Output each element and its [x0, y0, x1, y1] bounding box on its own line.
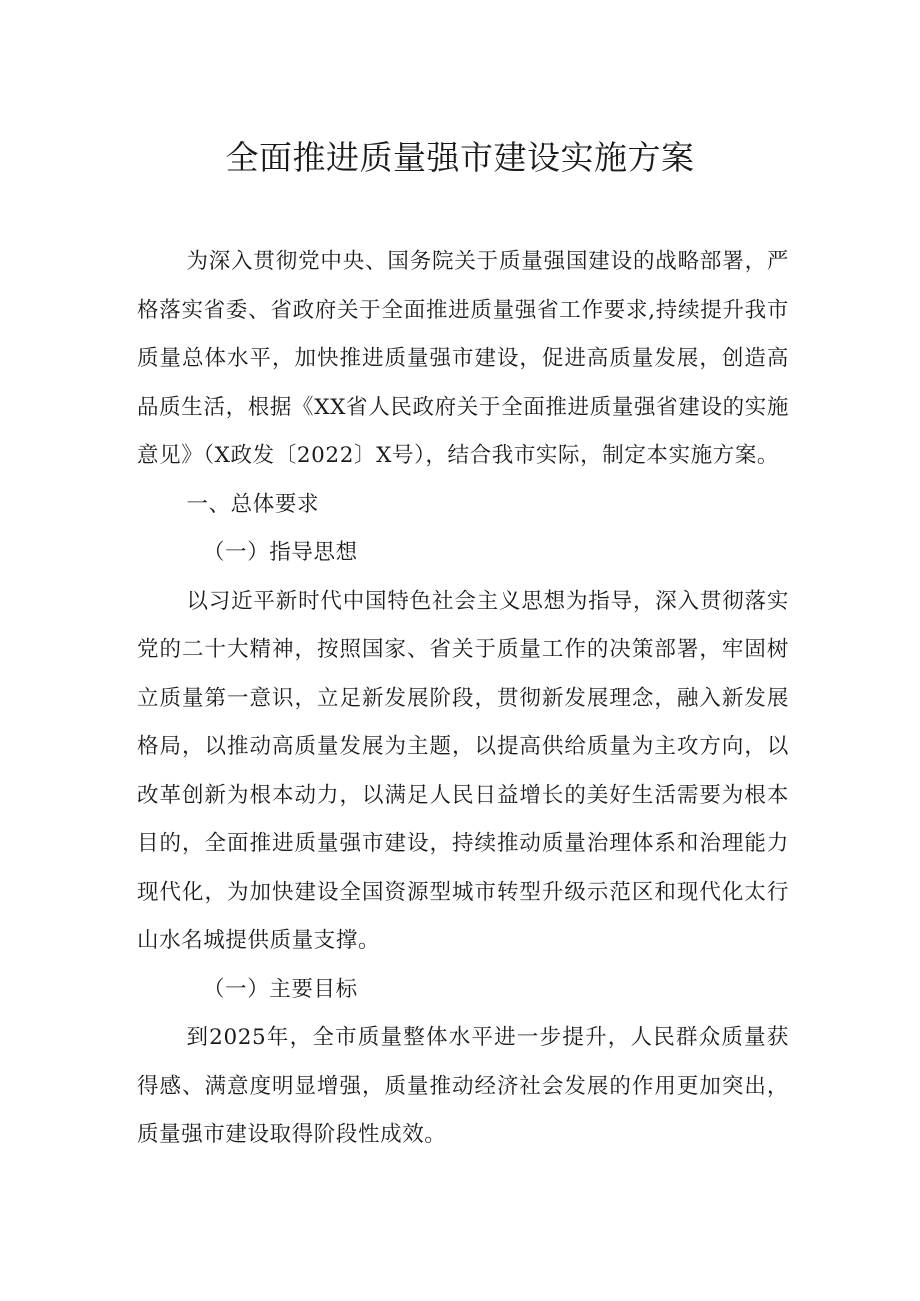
subsection-heading-main-goals: （一）主要目标 — [203, 976, 358, 1002]
document-body — [137, 238, 789, 1160]
section-heading-general-requirements: 一、总体要求 — [186, 491, 320, 517]
main-goals-paragraph: 到2025年，全市质量整体水平进一步提升，人民群众质量获得感、满意度明显增强，质量推动经济社会发展的作用更加突出，质量强市建设取得阶段性成效。 — [137, 1025, 789, 1147]
guiding-ideology-paragraph: 以习近平新时代中国特色社会主义思想为指导，深入贯彻落实党的二十大精神，按照国家、省关于质量工作的决策部署，牢固树立质量第一意识，立足新发展阶段，贯彻新发展理念，融入新发展格局，以推动高质量发展为主题，以提高供给质量为主攻方向，以改革创新为根本动力，以满足人民日益增长的美好生活需要为根本目的，全面推进质量强市建设，持续推动质量治理体系和治理能力现代化，为加快建设全国资源型城市转型升级示范区和现代化太行山水名城提供质量支撑。 — [137, 588, 789, 953]
document-title: 全面推进质量强市建设实施方案 — [225, 138, 695, 177]
subsection-heading-guiding-ideology: （一）指导思想 — [203, 540, 358, 565]
intro-paragraph: 为深入贯彻党中央、国务院关于质量强国建设的战略部署，严格落实省委、省政府关于全面推进质量强省工作要求,持续提升我市质量总体水平，加快推进质量强市建设，促进高质量发展，创造高品质生活，根据《XX省人民政府关于全面推进质量强省建设的实施意见》（X政发〔2022〕X号），结合我市实际，制定本实施方案。 — [137, 249, 789, 468]
